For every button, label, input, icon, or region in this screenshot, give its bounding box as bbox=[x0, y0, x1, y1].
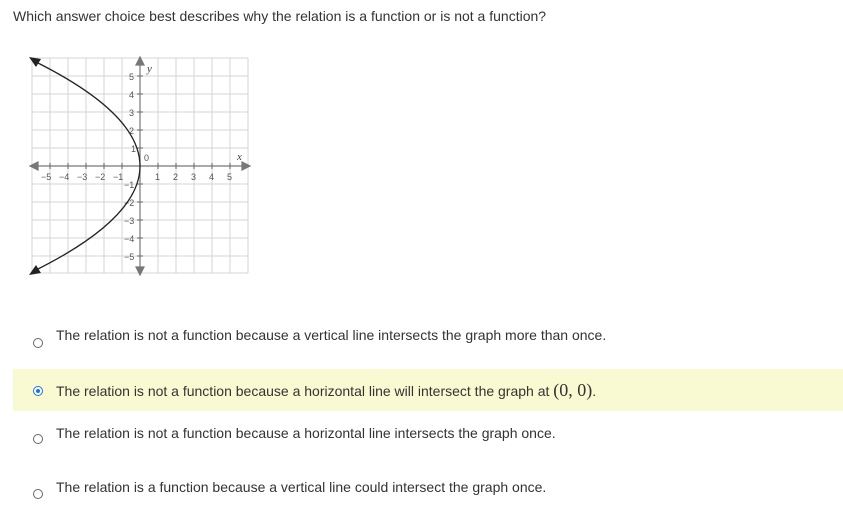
x-tick-label: −2 bbox=[95, 172, 106, 182]
y-tick-label: −4 bbox=[124, 234, 135, 244]
choice-4[interactable] bbox=[13, 467, 843, 509]
choice-3[interactable] bbox=[13, 413, 843, 455]
y-tick-label: 3 bbox=[129, 108, 135, 118]
coordinate-math: (0, 0) bbox=[553, 380, 593, 400]
radio-button[interactable] bbox=[33, 489, 43, 499]
choice-1-text: The relation is not a function because a vertical line intersects the graph more than once. bbox=[56, 327, 607, 343]
x-tick-labels bbox=[41, 172, 232, 182]
y-tick-labels bbox=[124, 72, 136, 262]
x-tick-label: −1 bbox=[113, 172, 124, 182]
x-tick-label: −5 bbox=[41, 172, 52, 182]
x-tick-label: 5 bbox=[227, 172, 233, 182]
y-tick-label: −3 bbox=[124, 216, 135, 226]
origin-label: 0 bbox=[144, 153, 150, 163]
choice-1[interactable] bbox=[13, 315, 843, 357]
radio-button[interactable] bbox=[33, 338, 43, 348]
y-tick-label: −1 bbox=[124, 180, 135, 190]
y-tick-label: 5 bbox=[129, 72, 135, 82]
x-tick-label: 3 bbox=[191, 172, 197, 182]
x-tick-label: −4 bbox=[59, 172, 70, 182]
choice-4-text: The relation is a function because a vertical line could intersect the graph once. bbox=[56, 479, 547, 495]
x-tick-label: 2 bbox=[173, 172, 179, 182]
y-tick-label: −5 bbox=[124, 252, 135, 262]
y-tick-label: 1 bbox=[131, 144, 137, 154]
choice-2-text bbox=[56, 380, 596, 401]
choice-2-text-before: The relation is not a function because a horizontal line will intersect the graph at bbox=[56, 383, 554, 399]
choice-2-text-after: . bbox=[592, 383, 597, 399]
choice-3-text: The relation is not a function because a horizontal line intersects the graph once. bbox=[56, 425, 556, 441]
x-tick-label: −3 bbox=[77, 172, 88, 182]
radio-button-selected[interactable] bbox=[33, 386, 43, 396]
x-tick-label: 1 bbox=[155, 172, 161, 182]
y-tick-label: −2 bbox=[124, 198, 135, 208]
choice-2[interactable] bbox=[13, 369, 843, 411]
y-tick-label: 4 bbox=[129, 90, 135, 100]
x-axis-label: x bbox=[237, 151, 242, 163]
y-axis-label: y bbox=[147, 63, 152, 75]
y-tick-label: 2 bbox=[129, 126, 135, 136]
radio-button[interactable] bbox=[33, 434, 43, 444]
question-text: Which answer choice best describes why the relation is a function or is not a function? bbox=[13, 8, 547, 24]
x-tick-label: 4 bbox=[209, 172, 215, 182]
